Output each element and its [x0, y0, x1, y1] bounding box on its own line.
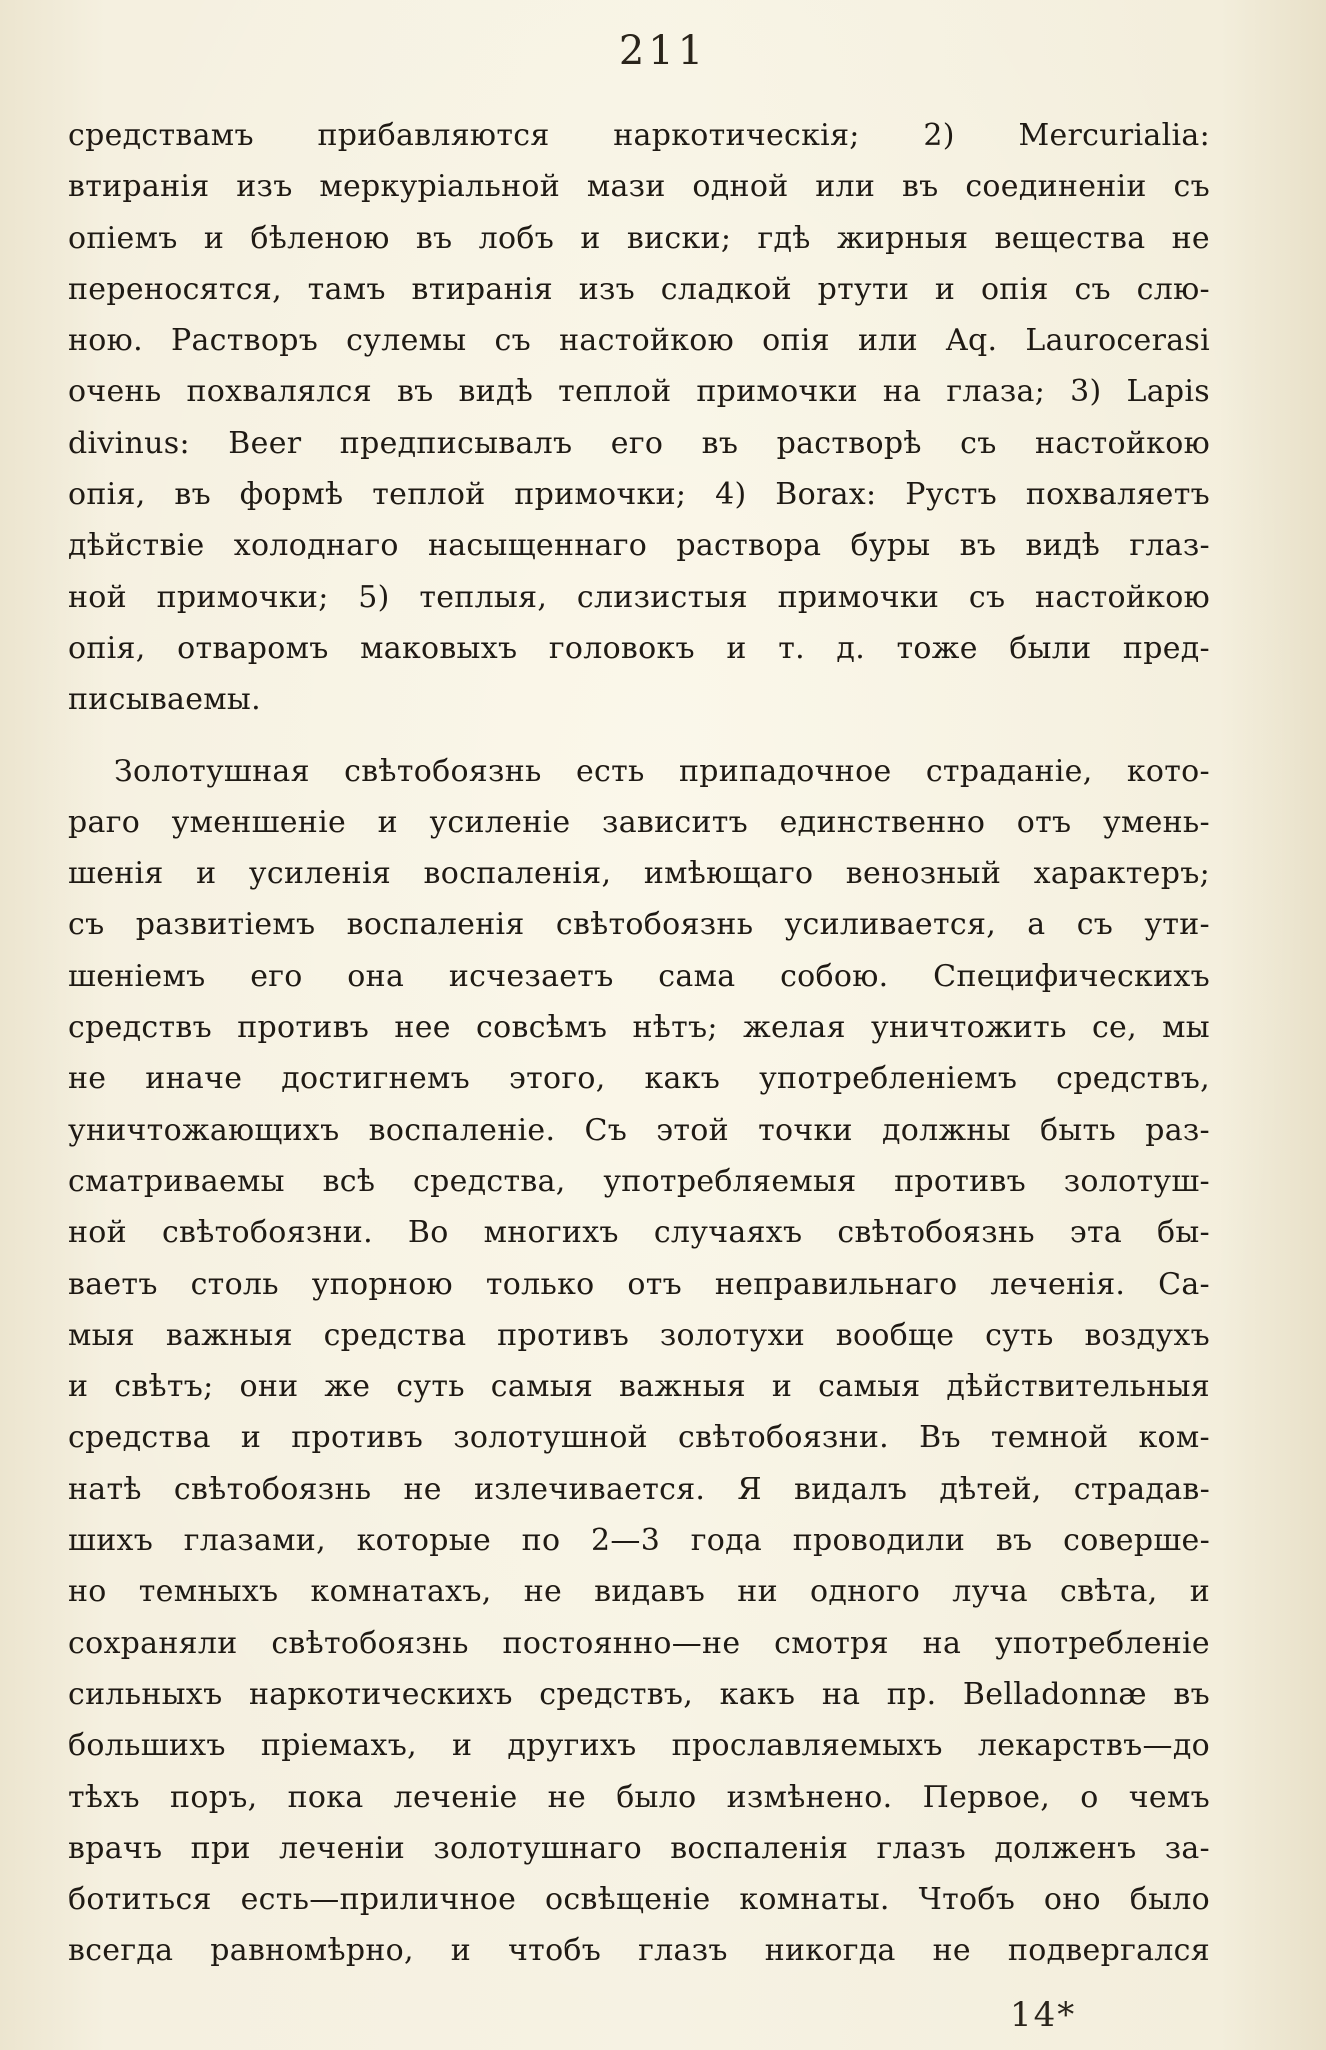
text-line: средствамъ прибавляются наркотическія; 2) Mercurialia:	[68, 118, 1210, 153]
text-line: натѣ свѣтобоязнь не излечивается. Я видалъ дѣтей, страдав-	[68, 1471, 1210, 1507]
paragraph-first-line: Золотушная свѣтобоязнь есть припадочное страданіе, кото-	[114, 753, 1210, 789]
text-line: тѣхъ поръ, пока леченіе не было измѣнено. Первое, о чемъ	[68, 1779, 1210, 1815]
text-line: опія, отваромъ маковыхъ головокъ и т. д. тоже были пред-	[68, 630, 1210, 666]
text-line: съ развитіемъ воспаленія свѣтобоязнь усиливается, а съ ути-	[68, 907, 1210, 943]
text-line: сохраняли свѣтобоязнь постоянно—не смотря на употребленіе	[68, 1625, 1210, 1661]
paragraph-end-line: писываемы.	[68, 682, 261, 718]
text-line: опіемъ и бѣленою въ лобъ и виски; гдѣ жирныя вещества не	[68, 220, 1210, 256]
text-line: уничтожающихъ воспаленіе. Съ этой точки должны быть раз-	[68, 1112, 1210, 1148]
text-line: сматриваемы всѣ средства, употребляемыя противъ золотуш-	[68, 1163, 1210, 1199]
text-line: ной свѣтобоязни. Во многихъ случаяхъ свѣтобоязнь эта бы-	[68, 1215, 1210, 1251]
text-line: врачъ при леченіи золотушнаго воспаленія глазъ долженъ за-	[68, 1830, 1210, 1866]
text-line: раго уменшеніе и усиленіе зависитъ единственно отъ умень-	[68, 804, 1210, 840]
text-line: сильныхъ наркотическихъ средствъ, какъ на пр. Belladonnæ въ	[68, 1676, 1210, 1712]
text-line: ботиться есть—приличное освѣщеніе комнаты. Чтобъ оно было	[68, 1882, 1210, 1918]
text-line: ною. Растворъ сулемы съ настойкою опія или Aq. Laurocerasi	[68, 323, 1210, 359]
text-line: но темныхъ комнатахъ, не видавъ ни одного луча свѣта, и	[68, 1574, 1210, 1610]
signature-mark: 14*	[1010, 1995, 1077, 2035]
text-line: большихъ пріемахъ, и другихъ прославляемыхъ лекарствъ—до	[68, 1728, 1210, 1764]
text-line: всегда равномѣрно, и чтобъ глазъ никогда не подвергался	[68, 1933, 1210, 1969]
text-line: шеніемъ его она исчезаетъ сама собою. Специфическихъ	[68, 958, 1210, 994]
text-line: шенія и усиленія воспаленія, имѣющаго венозный характеръ;	[68, 856, 1210, 892]
text-line: переносятся, тамъ втиранія изъ сладкой ртути и опія съ слю-	[68, 271, 1210, 307]
text-line: средства и противъ золотушной свѣтобоязни. Въ темной ком-	[68, 1420, 1210, 1456]
text-line: и свѣтъ; они же суть самыя важныя и самыя дѣйствительныя	[68, 1369, 1210, 1405]
text-line: втиранія изъ меркуріальной мази одной или въ соединеніи съ	[68, 169, 1210, 205]
text-line: divinus: Beer предписывалъ его въ растворѣ съ настойкою	[68, 425, 1210, 461]
text-line: шихъ глазами, которые по 2—3 года проводили въ соверше-	[68, 1523, 1210, 1559]
text-line: дѣйствіе холоднаго насыщеннаго раствора буры въ видѣ глаз-	[68, 528, 1210, 564]
text-line: ной примочки; 5) теплыя, слизистыя примочки съ настойкою	[68, 579, 1210, 615]
text-line: очень похвалялся въ видѣ теплой примочки на глаза; 3) Lapis	[68, 374, 1210, 410]
body-text	[68, 110, 1210, 1977]
text-line: мыя важныя средства противъ золотухи вообще суть воздухъ	[68, 1317, 1210, 1353]
page-number: 211	[618, 28, 708, 74]
text-line: опія, въ формѣ теплой примочки; 4) Borax: Рустъ похваляетъ	[68, 477, 1210, 513]
text-line: не иначе достигнемъ этого, какъ употребленіемъ средствъ,	[68, 1061, 1210, 1097]
text-line: средствъ противъ нее совсѣмъ нѣтъ; желая уничтожить се, мы	[68, 1010, 1210, 1046]
text-line: ваетъ столь упорною только отъ неправильнаго леченія. Са-	[68, 1266, 1210, 1302]
